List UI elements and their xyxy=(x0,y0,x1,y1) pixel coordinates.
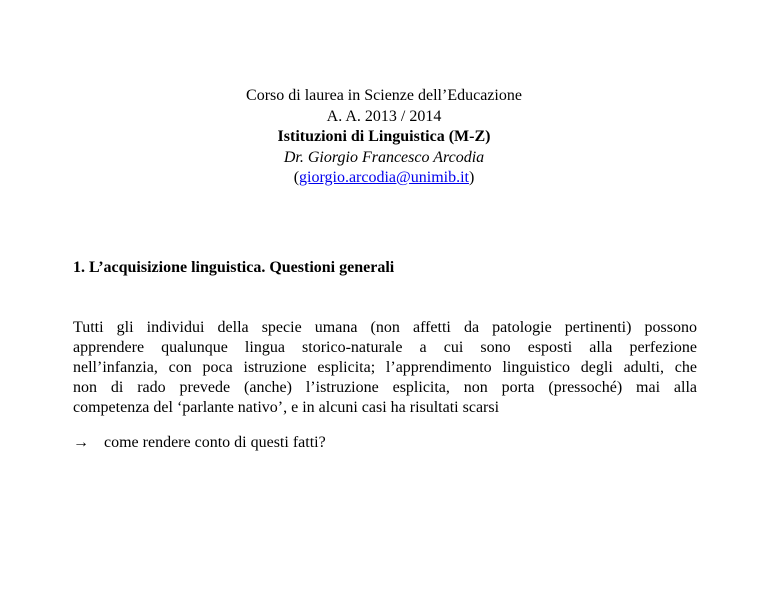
document-header xyxy=(0,86,768,189)
question-text: come rendere conto di questi fatti? xyxy=(104,434,326,451)
right-arrow-icon: → xyxy=(73,434,89,451)
email-line xyxy=(0,168,768,189)
email-close-paren: ) xyxy=(468,169,475,186)
paragraph-line: apprendere qualunque lingua storico-naturale a cui sono esposti alla perfezione xyxy=(73,339,697,356)
email-link[interactable]: giorgio.arcodia@unimib.it xyxy=(299,169,469,186)
section-title: 1. L’acquisizione linguistica. Questioni generali xyxy=(73,259,395,276)
paragraph-line: non di rado prevede (anche) l’istruzione esplicita, non porta (pressoché) mai alla xyxy=(73,379,697,396)
subject-title: Istituzioni di Linguistica (M-Z) xyxy=(277,128,491,145)
paragraph-line: Tutti gli individui della specie umana (non affetti da patologie pertinenti) possono xyxy=(73,319,697,336)
body-paragraph xyxy=(73,318,697,418)
academic-year: A. A. 2013 / 2014 xyxy=(326,107,442,125)
paragraph-line: competenza del ‘parlante nativo’, e in alcuni casi ha risultati scarsi xyxy=(73,399,500,416)
email-open-paren: ( xyxy=(293,169,300,186)
teacher-name: Dr. Giorgio Francesco Arcodia xyxy=(283,148,485,166)
question-line xyxy=(73,433,326,453)
course-name: Corso di laurea in Scienze dell’Educazione xyxy=(246,87,522,104)
paragraph-line: nell’infanzia, con poca istruzione esplicita; l’apprendimento linguistico degli adulti, che xyxy=(73,359,697,376)
